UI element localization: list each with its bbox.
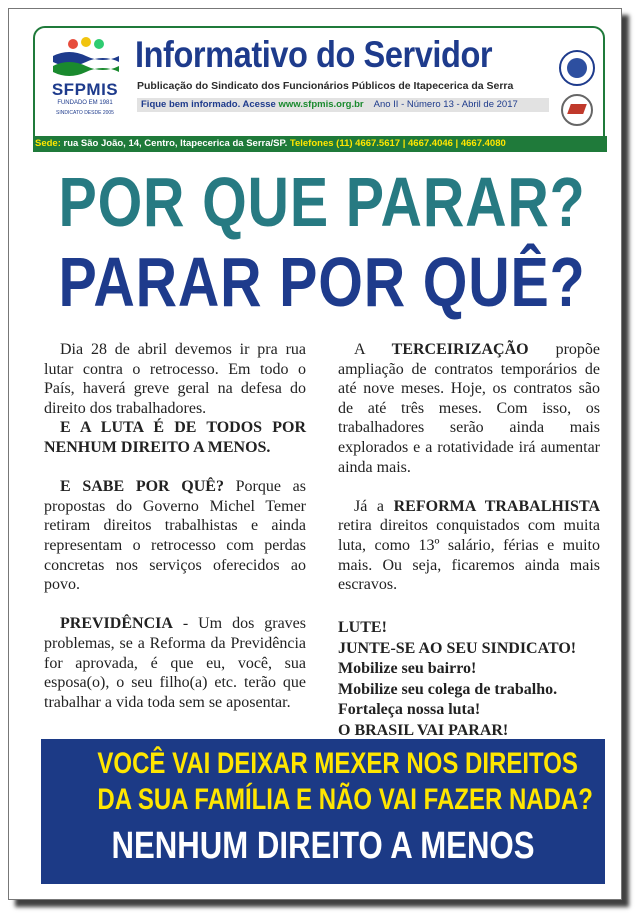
address-label: Sede: bbox=[35, 138, 61, 149]
previdencia-heading: PREVIDÊNCIA bbox=[60, 615, 173, 633]
footer-line-2: DA SUA FAMÍLIA E NÃO VAI FAZER NADA? bbox=[97, 783, 593, 816]
callout-item: Mobilize seu bairro! bbox=[338, 660, 477, 678]
promo-bar bbox=[137, 98, 549, 112]
logo-emblem-icon bbox=[51, 36, 121, 78]
edition-info: Ano II - Número 13 - Abril de 2017 bbox=[373, 99, 518, 110]
footer-banner bbox=[41, 739, 605, 884]
paragraph-intro-bold: E A LUTA É DE TODOS POR NENHUM DIREITO A MENOS. bbox=[44, 419, 306, 456]
fetam-seal-icon bbox=[561, 94, 593, 126]
logo-founded: FUNDADO EM 1981 bbox=[57, 100, 113, 106]
terceirizacao-text: propõe ampliação de contratos temporários de até nove meses. Hoje, os contratos são de até três meses. Com isso, os trabalhadores serão ainda mais explorados e a rotatividade irá aumentar ainda mais. bbox=[338, 341, 600, 476]
reforma-lead: Já a bbox=[354, 497, 394, 515]
promo-text: Fique bem informado. Acesse bbox=[141, 99, 279, 110]
callout-item: Fortaleça nossa luta! bbox=[338, 701, 481, 719]
callout-item: Mobilize seu colega de trabalho. bbox=[338, 680, 558, 698]
why-text: Porque as propostas do Governo Michel Temer retiram direitos trabalhistas e ainda representam o retrocesso com perdas concretas nos serviços oferecidos ao povo. bbox=[44, 478, 306, 594]
publication-title: Informativo do Servidor bbox=[135, 34, 493, 75]
why-heading: E SABE POR QUÊ? bbox=[60, 478, 224, 496]
terceirizacao-lead: A bbox=[354, 341, 392, 358]
callout-item: LUTE! bbox=[338, 619, 387, 637]
headline-line-2: PARAR POR QUÊ? bbox=[58, 243, 586, 321]
terceirizacao-heading: TERCEIRIZAÇÃO bbox=[391, 341, 529, 358]
logo-motto: SINDICATO DESDE 2005 bbox=[56, 110, 114, 116]
cspb-seal-icon bbox=[559, 50, 595, 86]
previdencia-text: - Um dos graves problemas, se a Reforma da Previdência for aprovada, é que eu, você, sua esposa(o), o seu filho(a) etc. terão que trabalhar a vida toda sem se aposentar. bbox=[44, 615, 306, 711]
address-text: rua São João, 14, Centro, Itapecerica da Serra/SP. bbox=[60, 138, 288, 149]
paragraph-terceirizacao bbox=[338, 340, 600, 477]
masthead bbox=[33, 26, 605, 138]
phone-numbers: Telefones (11) 4667.5617 | 4667.4046 | 4667.4080 bbox=[287, 138, 506, 149]
callout-item: O BRASIL VAI PARAR! bbox=[338, 721, 509, 739]
publication-subtitle: Publicação do Sindicato dos Funcionários Públicos de Itapecerica da Serra bbox=[137, 80, 514, 92]
address-bar bbox=[33, 136, 607, 152]
headline-line-1: POR QUE PARAR? bbox=[58, 163, 586, 241]
paragraph-reforma bbox=[338, 497, 600, 595]
paragraph-intro: Dia 28 de abril devemos ir pra rua lutar contra o retrocesso. Em todo o País, haverá greve geral na defesa do direito dos trabalhadores. bbox=[44, 341, 306, 417]
call-to-action-list bbox=[338, 618, 600, 741]
paragraph-why bbox=[44, 477, 306, 595]
right-column bbox=[338, 340, 600, 741]
logo-text: SFPMIS bbox=[51, 80, 119, 99]
footer-line-1: VOCÊ VAI DEIXAR MEXER NOS DIREITOS bbox=[97, 747, 578, 780]
left-column bbox=[44, 340, 306, 712]
callout-item: JUNTE-SE AO SEU SINDICATO! bbox=[338, 639, 577, 657]
footer-slogan: NENHUM DIREITO A MENOS bbox=[111, 825, 535, 867]
sfpmis-logo bbox=[41, 32, 129, 128]
reforma-text: retira direitos conquistados com muita luta, como 13º salário, férias e muito mais. Ou seja, ficaremos ainda mais escravos. bbox=[338, 517, 600, 594]
website-link[interactable]: www.sfpmis.org.br bbox=[278, 99, 364, 110]
paragraph-previdencia bbox=[44, 614, 306, 712]
reforma-heading: REFORMA TRABALHISTA bbox=[393, 497, 600, 515]
